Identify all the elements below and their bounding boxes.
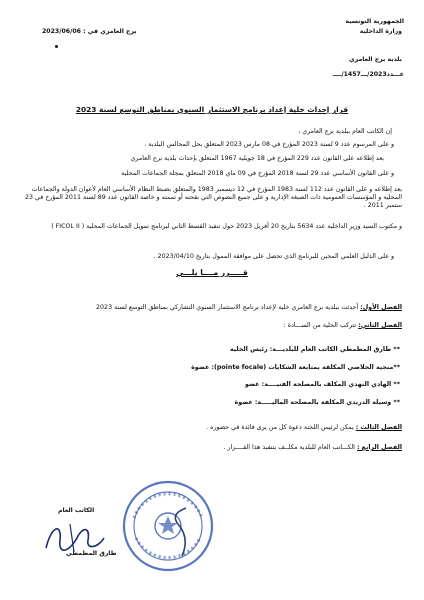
decides-heading: قـــــرر مــــا يلـــي (176, 268, 248, 277)
member-item: **منجية الجلاصي المكلفة بمتابعة الشكايات (pointe focale): عضوة (191, 364, 400, 371)
place-date (42, 28, 137, 35)
preamble-item: و على القانون الأساسي عدد 29 لسنة 2018 المؤرخ في 09 ماي 2018 المتعلق بمجلة الجماعات المحلية (121, 170, 394, 177)
place-label: برج العامري في : (83, 28, 137, 35)
article-4-text: الكـــاتب العام للبلدية مكلــف بتنفيذ هذا القــــرار . (223, 444, 355, 451)
preamble-item: بعد إطلاعه و على القانون عدد 112 لسنة 1983 المؤرخ في 12 ديسمبر 1983 والمتعلق بضبط النظام الأساسي العام لأعوان الدولة والجماعات المحلية و المؤسسات العمومية ذات الصبغة الإدارية و على جميع النصوص التي نقحته أو تممته و خاصة القانون عدد 89 لسنة 2011 المؤرخ في 23 ستمبر 2011 . (24, 186, 402, 209)
article-4-label: الفصل الرابع : (356, 444, 402, 451)
article-1-text: أحدثت ببلدية برج العامري خلية لإعداد برنامج الاستثمار السنوي التشاركي بمناطق التوسع لسنة 2023 (96, 304, 359, 311)
article-3 (206, 424, 402, 432)
article-3-text: يمكن لرئيس اللجنة دعوة كل من يرى فائدة في حضوره . (206, 424, 354, 431)
article-3-label: الفصل الثالث : (355, 424, 402, 431)
preamble-item: و على الدليل العلمي المحين للبرنامج الذي تحصل على موافقة الممول بتاريخ 2023/04/10 . (153, 253, 394, 260)
preamble-item: و على المرسوم عدد 9 لسنة 2023 المؤرخ في 08 مارس 2023 المتعلق بحل المجالس البلدية . (144, 141, 394, 148)
republic-label: الجمهورية التونسية (345, 18, 404, 25)
article-2-text: تتركب الخلية من الســـادة : (283, 322, 357, 329)
article-4 (223, 444, 402, 452)
document-date: 2023/06/06 (42, 28, 81, 35)
article-1-label: الفصل الأول: (360, 304, 402, 311)
preamble-item: و مكتوب السيد وزير الداخلية عدد 5634 بتاريخ 20 أفريل 2023 حول تنفيذ القسط الثاني لبرنامج تمويل الجماعات المحلية ( FICOL II ) (51, 223, 402, 230)
ministry-label: وزارة الداخلية (359, 28, 402, 35)
member-item: ** وسيلة الدريدي المكلفة بالمصلحة الماليـــــة: عضوة (234, 399, 400, 406)
member-item: ** الهادي النهدي المكلف بالمصلحة الفنيــــة: عضو (245, 381, 400, 388)
signature-role: الكاتب العام (58, 507, 95, 514)
member-item: ** طارق المطمطي الكاتب العام للبلديـــة: رئيس الخلية (229, 346, 400, 353)
preamble-item: بعد إطلاعه على القانون عدد 229 المؤرخ في 18 جويلية 1967 المتعلق بإحداث بلدية برج العامري (130, 155, 384, 162)
municipality-label: بلدية برج العامري (348, 56, 402, 63)
official-stamp (120, 478, 216, 574)
article-1 (96, 304, 402, 312)
preamble-intro: إن الكاتب العام ببلدية برج العامري ، (298, 128, 392, 135)
mark-dot (55, 45, 58, 48)
article-2-label: الفصل الثاني: (358, 322, 402, 329)
reference-number: عـــدد2023/ـــ1457/ــــ (332, 71, 404, 78)
document-title: قرار إحداث خلية إعداد برنامج الاستثمار السنوي بمناطق التوسع لسنة 2023 (75, 105, 349, 114)
signatory-name: طارق المطمطي (66, 550, 117, 557)
article-2 (284, 322, 402, 330)
